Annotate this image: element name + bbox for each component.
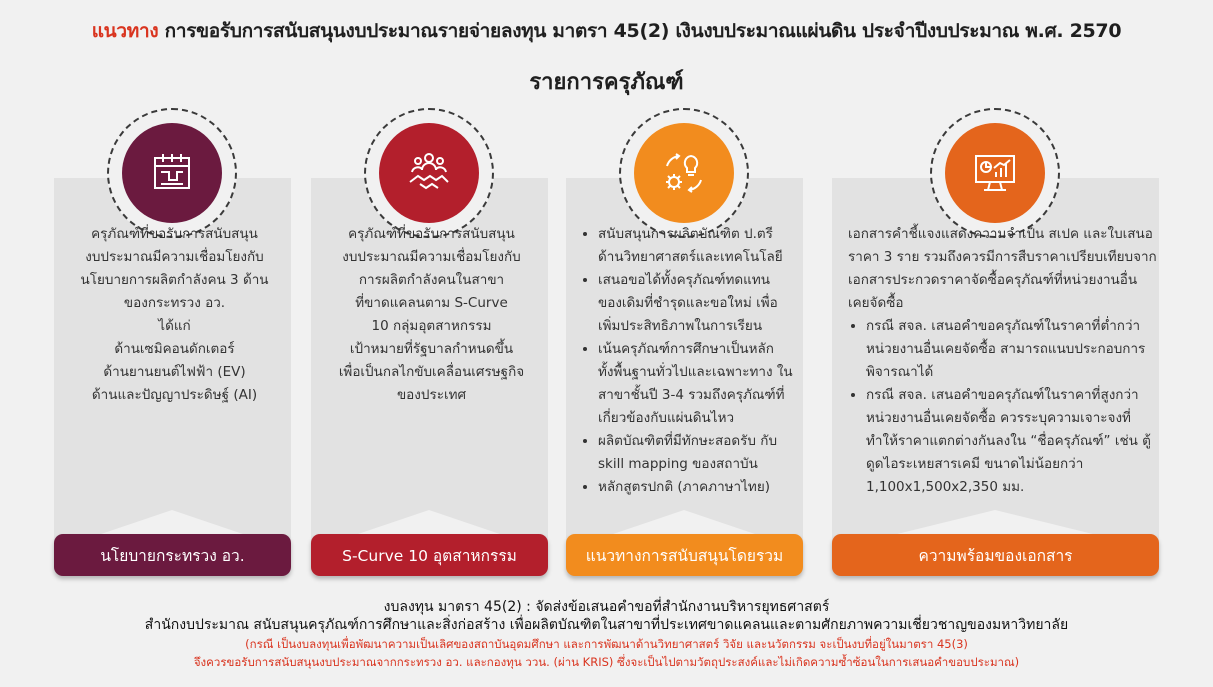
list-item: • หลักสูตรปกติ (ภาคภาษาไทย) — [598, 476, 793, 499]
list-item: • ผลิตบัณฑิตที่มีทักษะสอดรับ กับ skill mapping ของสถาบัน — [598, 430, 793, 476]
text-line: ด้านเซมิคอนดักเตอร์ — [114, 341, 235, 357]
column-text — [848, 223, 1158, 499]
text-line: ครุภัณฑ์ที่ขอรับการสนับสนุน — [348, 226, 515, 242]
text-line: 10 กลุ่มอุตสาหกรรม — [371, 318, 492, 334]
building-plan-icon — [149, 150, 195, 196]
banner-support-approach: แนวทางการสนับสนุนโดยรวม — [566, 534, 803, 576]
footer-line-1: งบลงทุน มาตรา 45(2) : จัดส่งข้อเสนอคำขอที่สำนักงานบริหารยุทธศาสตร์ — [383, 599, 830, 615]
column-ministry-policy — [54, 108, 291, 584]
list-item: • เสนอขอได้ทั้งครุภัณฑ์ทดแทนของเดิมที่ชำรุดและขอใหม่ เพื่อเพิ่มประสิทธิภาพในการเรียน — [598, 269, 793, 338]
column-text — [580, 223, 793, 499]
text-line: นโยบายการผลิตกำลังคน 3 ด้าน — [80, 272, 269, 288]
footer-note-2: จึงควรขอรับการสนับสนุนงบประมาณจากกระทรวง อว. และกองทุน ววน. (ผ่าน KRIS) ซึ่งจะเป็นไปตามวัตถุประสงค์และไม่เกิดความซ้ำซ้อนในการเสนอคำขอบประมาณ) — [193, 655, 1020, 669]
team-handshake-icon — [406, 150, 452, 196]
banner-ministry-policy: นโยบายกระทรวง อว. — [54, 534, 291, 576]
title-highlight: แนวทาง — [91, 20, 159, 42]
text-line: งบประมาณมีความเชื่อมโยงกับ — [85, 249, 264, 265]
page-title — [0, 16, 1213, 46]
title-text: การขอรับการสนับสนุนงบประมาณรายจ่ายลงทุน มาตรา 45(2) เงินงบประมาณแผ่นดิน ประจำปีงบประมาณ พ.ศ. 2570 — [164, 20, 1122, 42]
text-line: ครุภัณฑ์ที่ขอรับการสนับสนุน — [91, 226, 258, 242]
list-item: • เน้นครุภัณฑ์การศึกษาเป็นหลัก ทั้งพื้นฐานทั่วไปและเฉพาะทาง ในสาขาชั้นปี 3-4 รวมถึงครุภัณฑ์ที่เกี่ยวข้องกับแผ่นดินไหว — [598, 338, 793, 430]
text-line: ของกระทรวง อว. — [123, 295, 226, 311]
icon-circle — [945, 123, 1045, 223]
intro-text: เอกสารคำชี้แจงแสดงความจำเป็น สเปค และใบเสนอราคา 3 ราย รวมถึงควรมีการสืบราคาเปรียบเทียบจากเอกสารประกวดราคาจัดซื้อครุภัณฑ์ที่หน่วยงานอื่นเคยจัดซื้อ — [848, 226, 1157, 311]
banner-s-curve: S-Curve 10 อุตสาหกรรม — [311, 534, 548, 576]
footer-line-2: สำนักงบประมาณ สนับสนุนครุภัณฑ์การศึกษาและสิ่งก่อสร้าง เพื่อผลิตบัณฑิตในสาขาที่ประเทศขาดแคลนและตามศักยภาพความเชี่ยวชาญของมหาวิทยาลัย — [144, 617, 1069, 633]
icon-circle — [634, 123, 734, 223]
list-item: • สนับสนุนการผลิตบัณฑิต ป.ตรี ด้านวิทยาศาสตร์และเทคโนโลยี — [598, 223, 793, 269]
text-line: ได้แก่ — [158, 318, 191, 334]
icon-circle — [379, 123, 479, 223]
banner-document-readiness: ความพร้อมของเอกสาร — [832, 534, 1159, 576]
text-line: การผลิตกำลังคนในสาขา — [358, 272, 505, 288]
column-s-curve — [311, 108, 548, 584]
text-line: เพื่อเป็นกลไกขับเคลื่อนเศรษฐกิจ — [338, 364, 525, 380]
text-line: เป้าหมายที่รัฐบาลกำหนดขึ้น — [349, 341, 514, 357]
monitor-chart-icon — [972, 150, 1018, 196]
text-line: ของประเทศ — [396, 387, 467, 403]
text-line: ที่ขาดแคลนตาม S-Curve — [355, 295, 508, 311]
text-line: ด้านและปัญญาประดิษฐ์ (AI) — [91, 387, 258, 403]
page-subtitle: รายการครุภัณฑ์ — [529, 70, 684, 95]
column-document-readiness — [822, 108, 1159, 584]
text-line: ด้านยานยนต์ไฟฟ้า (EV) — [103, 364, 246, 380]
bullet-list — [848, 315, 1158, 499]
column-support-approach — [566, 108, 803, 584]
gear-bulb-icon — [661, 150, 707, 196]
column-text — [325, 223, 538, 407]
icon-circle — [122, 123, 222, 223]
list-item: • กรณี สจล. เสนอคำขอครุภัณฑ์ในราคาที่สูงกว่าหน่วยงานอื่นเคยจัดซื้อ ควรระบุความเจาะจงที่ทำให้ราคาแตกต่างกันลงใน “ชื่อครุภัณฑ์” เช่น ตู้ดูดไอระเหยสารเคมี ขนาดไม่น้อยกว่า 1,100x1,500x2,350 มม. — [866, 384, 1158, 499]
bullet-list — [580, 223, 793, 499]
text-line: งบประมาณมีความเชื่อมโยงกับ — [342, 249, 521, 265]
column-text — [68, 223, 281, 407]
list-item: • กรณี สจล. เสนอคำขอครุภัณฑ์ในราคาที่ต่ำกว่าหน่วยงานอื่นเคยจัดซื้อ สามารถแนบประกอบการพิจารณาได้ — [866, 315, 1158, 384]
footer-note-1: (กรณี เป็นงบลงทุนเพื่อพัฒนาความเป็นเลิศของสถาบันอุดมศึกษา และการพัฒนาด้านวิทยาศาสตร์ วิจัย และนวัตกรรม จะเป็นงบที่อยู่ในมาตรา 45(3) — [245, 637, 968, 651]
